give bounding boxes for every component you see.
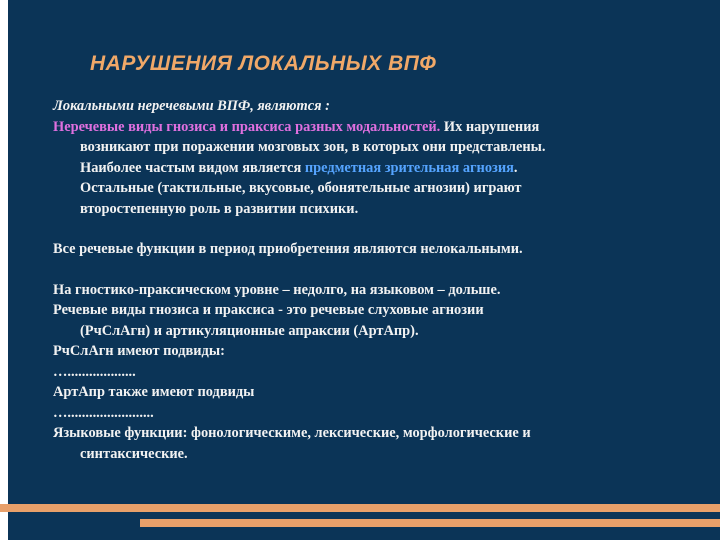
spacer xyxy=(53,260,703,280)
paragraph-3-line-1: На гностико-праксическом уровне – недолго, на языковом – дольше. xyxy=(53,281,501,298)
spacer xyxy=(53,219,703,239)
paragraph-2: Все речевые функции в период приобретения являются нелокальными. xyxy=(53,241,523,257)
highlight-nonverbal-gnosis: Неречевые виды гнозиса и праксиса разных модальностей. xyxy=(53,118,441,135)
slide-title: НАРУШЕНИЯ ЛОКАЛЬНЫХ ВПФ xyxy=(90,52,437,75)
paragraph-1-line-5: второстепенную роль в развитии психики. xyxy=(80,200,359,217)
paragraph-3-line-7: …........................ xyxy=(53,404,154,421)
paragraph-3-line-2: Речевые виды гнозиса и праксиса - это речевые слуховые агнозии xyxy=(53,302,484,318)
p1-line3-pre: Наиболее частым видом является xyxy=(80,159,305,176)
paragraph-3-line-8: Языковые функции: фонологическиме, лексические, морфологические и xyxy=(53,425,531,441)
p1-line3-post: . xyxy=(513,159,518,176)
paragraph-3-line-4: РчСлАгн имеют подвиды: xyxy=(53,343,225,359)
paragraph-3-line-6: АртАпр также имеют подвиды xyxy=(53,384,255,400)
slide-body xyxy=(53,96,703,464)
paragraph-1-line-3 xyxy=(53,158,703,179)
accent-bar-bottom xyxy=(140,519,720,527)
paragraph-3-line-9: синтаксические. xyxy=(80,445,188,462)
paragraph-3-line-5: …................... xyxy=(53,363,136,380)
paragraph-1-line-2: возникают при поражении мозговых зон, в которых они представлены. xyxy=(80,139,546,155)
left-border-decoration xyxy=(0,0,8,540)
paragraph-3-line-3: (РчСлАгн) и артикуляционные апраксии (АртАпр). xyxy=(80,322,419,339)
paragraph-1-line-4: Остальные (тактильные, вкусовые, обонятельные агнозии) играют xyxy=(80,180,522,196)
paragraph-1-line-1 xyxy=(53,117,703,138)
intro-line: Локальными неречевыми ВПФ, являются : xyxy=(53,98,330,114)
accent-bar-top xyxy=(0,504,720,512)
p1-line1-rest: Их нарушения xyxy=(440,118,540,135)
highlight-visual-agnosia: предметная зрительная агнозия xyxy=(304,159,514,176)
